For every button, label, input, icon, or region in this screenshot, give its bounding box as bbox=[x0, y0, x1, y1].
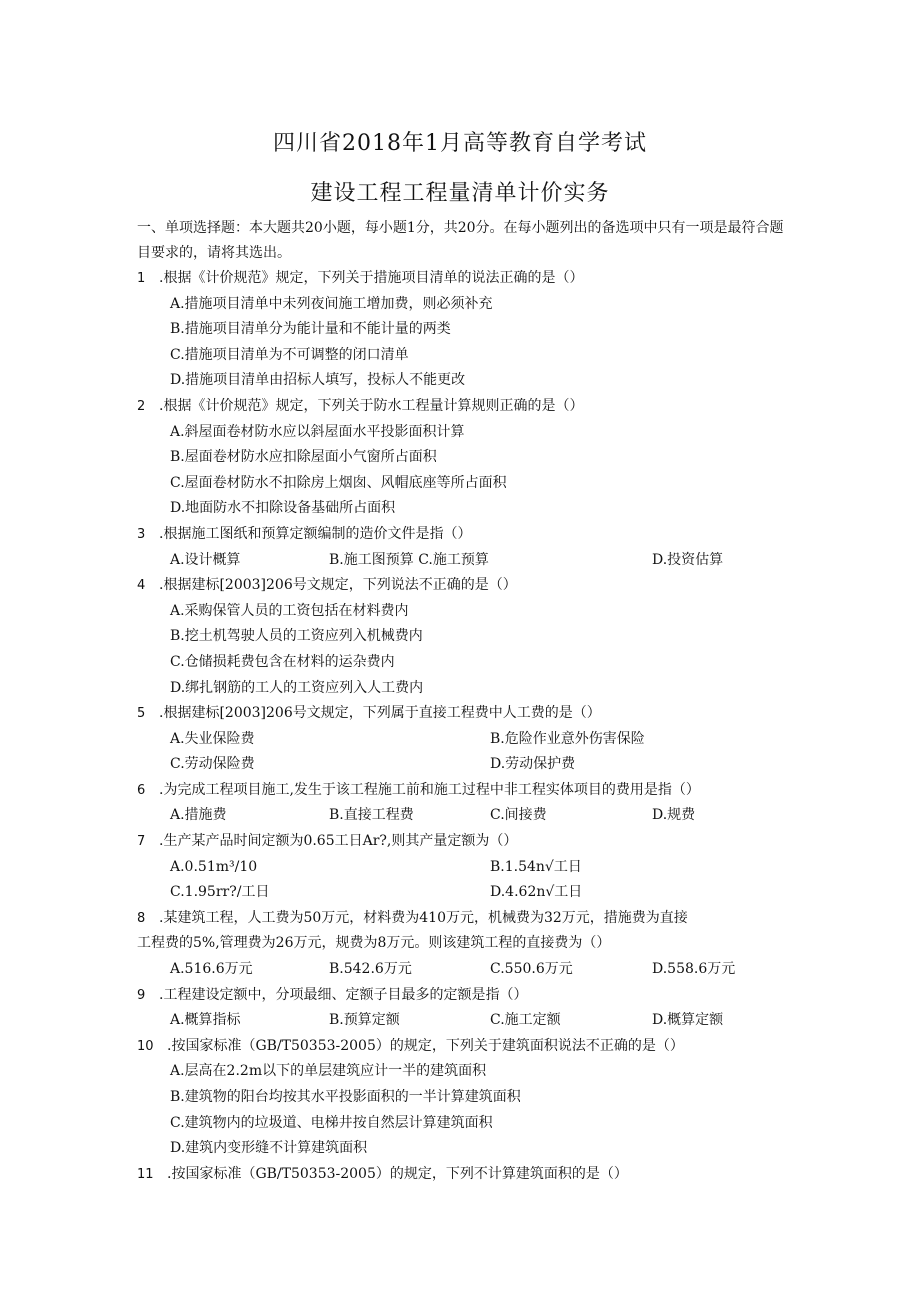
question-number: 7 bbox=[137, 834, 146, 850]
option-a: A.措施项目清单中未列夜间施工增加费，则必须补充 bbox=[170, 295, 493, 312]
option-b: B.542.6万元 bbox=[329, 961, 412, 978]
option-row bbox=[137, 1008, 787, 1034]
question-number: 5 bbox=[137, 706, 146, 722]
option-d: D.投资估算 bbox=[652, 551, 724, 568]
option-d: D.地面防水不扣除设备基础所占面积 bbox=[170, 500, 396, 517]
option-b: B.挖土机驾驶人员的工资应列入机械费内 bbox=[170, 628, 423, 645]
option-c: C.施工定额 bbox=[490, 1012, 561, 1029]
option-d: D.绑扎钢筋的工人的工资应列入人工费内 bbox=[170, 679, 424, 696]
question-text: .按国家标准（GB/T50353-2005）的规定，下列不计算建筑面积的是（） bbox=[167, 1165, 628, 1182]
option-a: A.失业保险费 bbox=[170, 730, 255, 747]
question-stem bbox=[137, 778, 787, 804]
question-stem bbox=[137, 522, 787, 548]
option-c: C.措施项目清单为不可调整的闭口清单 bbox=[170, 346, 409, 363]
option-a: A.概算指标 bbox=[170, 1012, 241, 1029]
option-a: A.0.51m³/10 bbox=[170, 858, 258, 875]
option-b: B.危险作业意外伤害保险 bbox=[490, 730, 645, 747]
question-stem bbox=[137, 983, 787, 1009]
option-b: B.建筑物的阳台均按其水平投影面积的一半计算建筑面积 bbox=[170, 1089, 521, 1105]
question-stem bbox=[137, 701, 787, 727]
question-number: 6 bbox=[137, 782, 146, 798]
question-text: .工程建设定额中，分项最细、定额子目最多的定额是指（） bbox=[159, 986, 528, 1003]
option-b-c: B.施工图预算 C.施工预算 bbox=[329, 551, 489, 568]
option-b: B.1.54n√工日 bbox=[490, 858, 582, 875]
option-d: D.558.6万元 bbox=[652, 961, 736, 978]
question-number: 1 bbox=[137, 271, 146, 286]
question-text: .根据《计价规范》规定，下列关于措施项目清单的说法正确的是（） bbox=[159, 270, 584, 286]
option-d: D.建筑内变形缝不计算建筑面积 bbox=[170, 1140, 368, 1157]
question-number: 8 bbox=[137, 910, 146, 926]
question-text: .根据施工图纸和预算定额编制的造价文件是指（） bbox=[159, 525, 472, 542]
option-b: B.措施项目清单分为能计量和不能计量的两类 bbox=[170, 321, 451, 338]
question-stem bbox=[137, 394, 787, 420]
option-c: C.建筑物内的垃圾道、电梯井按自然层计算建筑面积 bbox=[170, 1114, 493, 1131]
option-a: A.设计概算 bbox=[170, 551, 241, 568]
section-intro: 一、单项选择题：本大题共20小题，每小题1分，共20分。在每小题列出的备选项中只有一项是最符合题目要求的，请将其选出。 bbox=[137, 220, 784, 261]
question-stem bbox=[137, 573, 787, 599]
option-c: C.仓储损耗费包含在材料的运杂费内 bbox=[170, 653, 395, 670]
option-d: D.措施项目清单由招标人填写，投标人不能更改 bbox=[170, 372, 466, 389]
option-a: A.层高在2.2m以下的单层建筑应计一半的建筑面积 bbox=[170, 1063, 487, 1080]
option-row bbox=[137, 803, 787, 829]
option-b: B.预算定额 bbox=[329, 1012, 400, 1029]
option-a: A.516.6万元 bbox=[170, 961, 253, 978]
option-row bbox=[137, 752, 787, 778]
question-number: 4 bbox=[137, 578, 146, 594]
option-d: D.概算定额 bbox=[652, 1012, 724, 1029]
question-text: .按国家标准（GB/T50353-2005）的规定，下列关于建筑面积说法不正确的是（） bbox=[167, 1037, 684, 1054]
question-number: 11 bbox=[137, 1166, 154, 1182]
option-row bbox=[137, 548, 787, 574]
option-row bbox=[137, 727, 787, 753]
question-text: .生产某产品时间定额为0.65工日Ar?,则其产量定额为（） bbox=[159, 833, 518, 850]
question-stem bbox=[137, 1034, 787, 1060]
question-number: 3 bbox=[137, 526, 146, 542]
option-c: C.间接费 bbox=[490, 807, 547, 824]
question-stem bbox=[137, 1162, 787, 1188]
question-number: 10 bbox=[137, 1038, 154, 1054]
option-row bbox=[137, 855, 787, 881]
option-row bbox=[137, 957, 787, 983]
option-c: C.屋面卷材防水不扣除房上烟囱、风帽底座等所占面积 bbox=[170, 474, 507, 491]
question-stem-continued: 工程费的5%,管理费为26万元，规费为8万元。则该建筑工程的直接费为（） bbox=[137, 935, 611, 952]
exam-subject: 建设工程工程量清单计价实务 bbox=[310, 181, 610, 206]
option-a: A.采购保管人员的工资包括在材料费内 bbox=[170, 602, 409, 619]
exam-title: 四川省2018年1月高等教育自学考试 bbox=[273, 131, 647, 156]
option-b: B.屋面卷材防水应扣除屋面小气窗所占面积 bbox=[170, 449, 437, 466]
option-b: B.直接工程费 bbox=[329, 807, 414, 824]
option-d: D.劳动保护费 bbox=[490, 756, 576, 773]
question-stem bbox=[137, 829, 787, 855]
question-number: 2 bbox=[137, 398, 146, 414]
question-text: .根据建标[2003]206号文规定，下列说法不正确的是（） bbox=[159, 577, 517, 594]
option-row bbox=[137, 880, 787, 906]
question-text: .为完成工程项目施工,发生于该工程施工前和施工过程中非工程实体项目的费用是指（） bbox=[159, 781, 700, 798]
option-c: C.550.6万元 bbox=[490, 961, 573, 978]
question-stem bbox=[137, 266, 787, 292]
option-c: C.劳动保险费 bbox=[170, 756, 255, 773]
question-list bbox=[137, 266, 787, 1187]
option-a: A.斜屋面卷材防水应以斜屋面水平投影面积计算 bbox=[170, 423, 465, 440]
question-text: .某建筑工程，人工费为50万元，材料费为410万元，机械费为32万元，措施费为直接 bbox=[159, 909, 688, 926]
option-d: D.4.62n√工日 bbox=[490, 884, 583, 901]
question-text: .根据《计价规范》规定，下列关于防水工程量计算规则正确的是（） bbox=[159, 397, 584, 414]
option-a: A.措施费 bbox=[170, 807, 227, 824]
option-d: D.规费 bbox=[652, 807, 696, 824]
question-text: .根据建标[2003]206号文规定，下列属于直接工程费中人工费的是（） bbox=[159, 705, 601, 722]
option-c: C.1.95rr?/工日 bbox=[170, 884, 270, 901]
question-number: 9 bbox=[137, 987, 146, 1003]
question-stem bbox=[137, 906, 787, 932]
